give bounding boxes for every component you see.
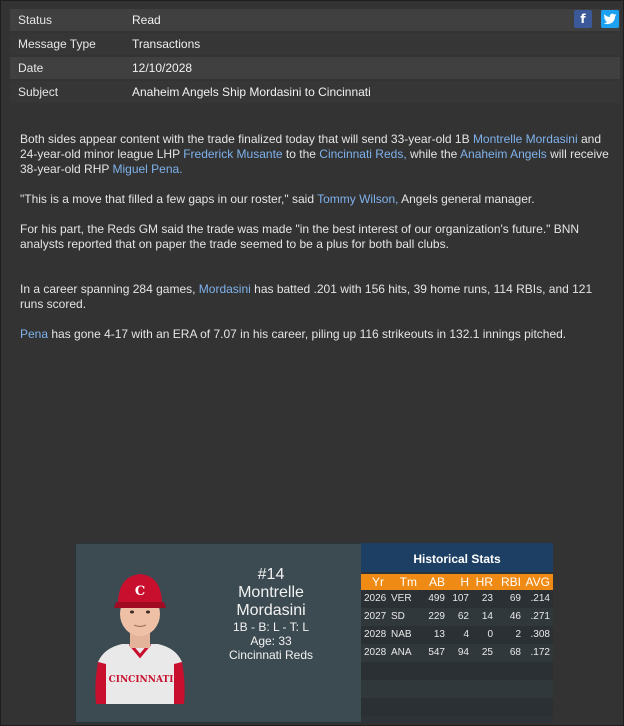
stats-cell-ab: 499 xyxy=(428,593,445,604)
stats-cell-ab: 229 xyxy=(428,611,445,622)
stats-cell-h: 107 xyxy=(452,593,469,604)
status-value: Read xyxy=(132,13,161,27)
stats-cell-h: 94 xyxy=(457,647,469,658)
stats-cell-hr: 23 xyxy=(481,593,493,604)
text: while the xyxy=(406,147,461,161)
stats-cell-yr: 2028 xyxy=(364,647,387,658)
paragraph-pena xyxy=(20,327,566,342)
stats-cell-h: 4 xyxy=(463,629,469,640)
player-info xyxy=(196,566,346,662)
player-age: Age: 33 xyxy=(250,634,292,648)
stats-cell-ab: 13 xyxy=(433,629,445,640)
historical-stats-panel xyxy=(361,543,553,723)
text: Angels general manager. xyxy=(398,192,535,206)
player-bio: 1B - B: L - T: L xyxy=(232,620,310,634)
text: has gone 4-17 with an ERA of 7.07 in his career, piling up 116 strikeouts in 132.1 innings pitched. xyxy=(48,327,567,341)
link-miguel-pena[interactable]: Miguel Pena. xyxy=(112,162,183,176)
player-last-name: Mordasini xyxy=(236,602,306,619)
empty-row xyxy=(361,698,553,716)
player-first-name: Montrelle xyxy=(238,584,304,601)
subject-value: Anaheim Angels Ship Mordasini to Cincinnati xyxy=(132,85,371,99)
twitter-share-icon[interactable] xyxy=(601,10,619,28)
player-card xyxy=(75,543,362,723)
text: Both sides appear content with the trade finalized today that will send 33-year-old 1B xyxy=(20,132,473,146)
link-pena[interactable]: Pena xyxy=(20,327,49,341)
facebook-share-icon[interactable]: f xyxy=(574,10,592,28)
empty-row xyxy=(361,680,553,698)
message-type-label: Message Type xyxy=(18,37,96,51)
paragraph-career xyxy=(20,282,610,312)
date-row xyxy=(10,57,620,79)
col-hr: HR xyxy=(475,575,493,589)
text: to the xyxy=(282,147,320,161)
stats-row xyxy=(361,626,553,644)
stats-cell-yr: 2028 xyxy=(364,629,387,640)
subject-label: Subject xyxy=(18,85,59,99)
col-rbi: RBI xyxy=(500,575,521,589)
stats-cell-hr: 0 xyxy=(487,629,493,640)
stats-cell-hr: 14 xyxy=(481,611,493,622)
jersey-text: CINCINNATI xyxy=(108,675,174,685)
player-team: Cincinnati Reds xyxy=(228,648,314,662)
stats-cell-yr: 2026 xyxy=(364,593,387,604)
stats-cell-hr: 25 xyxy=(481,647,493,658)
link-cincinnati-reds[interactable]: Cincinnati Reds, xyxy=(319,147,407,161)
date-label: Date xyxy=(18,61,44,75)
stats-cell-avg: .172 xyxy=(530,647,550,658)
player-number: #14 xyxy=(257,566,285,583)
message-type-row xyxy=(10,33,620,55)
text: has batted .201 with 156 hits, 39 home runs, 114 RBIs, and 121 runs scored. xyxy=(20,282,593,311)
twitter-bird-icon xyxy=(603,12,617,26)
text: "This is a move that filled a few gaps in our roster," said xyxy=(20,192,318,206)
link-anaheim-angels[interactable]: Anaheim Angels xyxy=(460,147,547,161)
text: In a career spanning 284 games, xyxy=(20,282,199,296)
stats-row xyxy=(361,590,553,608)
stats-cell-avg: .214 xyxy=(530,593,550,604)
stats-cell-rbi: 46 xyxy=(509,611,521,622)
stats-cell-rbi: 68 xyxy=(509,647,521,658)
stats-cell-h: 62 xyxy=(457,611,469,622)
stats-column-headers xyxy=(361,574,553,590)
stats-cell-tm: SD xyxy=(391,611,405,622)
stats-cell-ab: 547 xyxy=(428,647,445,658)
link-frederick-musante[interactable]: Frederick Musante xyxy=(183,147,283,161)
stats-cell-tm: ANA xyxy=(391,647,412,658)
cap-logo: C xyxy=(134,584,146,599)
stats-cell-avg: .308 xyxy=(530,629,550,640)
paragraph-trade xyxy=(20,132,610,177)
paragraph-reds-gm: For his part, the Reds GM said the trade was made "in the best interest of our organization's future." BNN analysts reported that on paper the trade seemed to be a plus for both ball clubs. xyxy=(20,222,580,251)
col-yr: Yr xyxy=(372,575,384,589)
subject-row xyxy=(10,81,620,103)
stats-row xyxy=(361,608,553,626)
paragraph-quote xyxy=(20,192,535,207)
status-label: Status xyxy=(18,13,53,27)
player-photo[interactable] xyxy=(92,564,188,704)
text: and 24-year-old minor league LHP xyxy=(20,132,602,161)
stats-cell-avg: .271 xyxy=(530,611,550,622)
col-tm: Tm xyxy=(399,575,417,589)
status-row xyxy=(10,9,620,31)
link-montrelle-mordasini[interactable]: Montrelle Mordasini xyxy=(472,132,578,146)
date-value: 12/10/2028 xyxy=(132,61,193,75)
link-tommy-wilson[interactable]: Tommy Wilson, xyxy=(317,192,399,206)
stats-cell-tm: VER xyxy=(391,593,412,604)
stats-cell-tm: NAB xyxy=(391,629,412,640)
col-h: H xyxy=(460,575,469,589)
stats-row xyxy=(361,644,553,662)
empty-row xyxy=(361,662,553,680)
col-ab: AB xyxy=(428,575,445,589)
historical-stats-title: Historical Stats xyxy=(361,543,553,572)
stats-cell-rbi: 69 xyxy=(509,593,521,604)
stats-cell-rbi: 2 xyxy=(515,629,521,640)
col-avg: AVG xyxy=(525,575,550,589)
stats-cell-yr: 2027 xyxy=(364,611,387,622)
link-mordasini[interactable]: Mordasini xyxy=(198,282,251,296)
message-type-value: Transactions xyxy=(132,37,201,51)
text: will receive 38-year-old RHP xyxy=(20,147,609,176)
